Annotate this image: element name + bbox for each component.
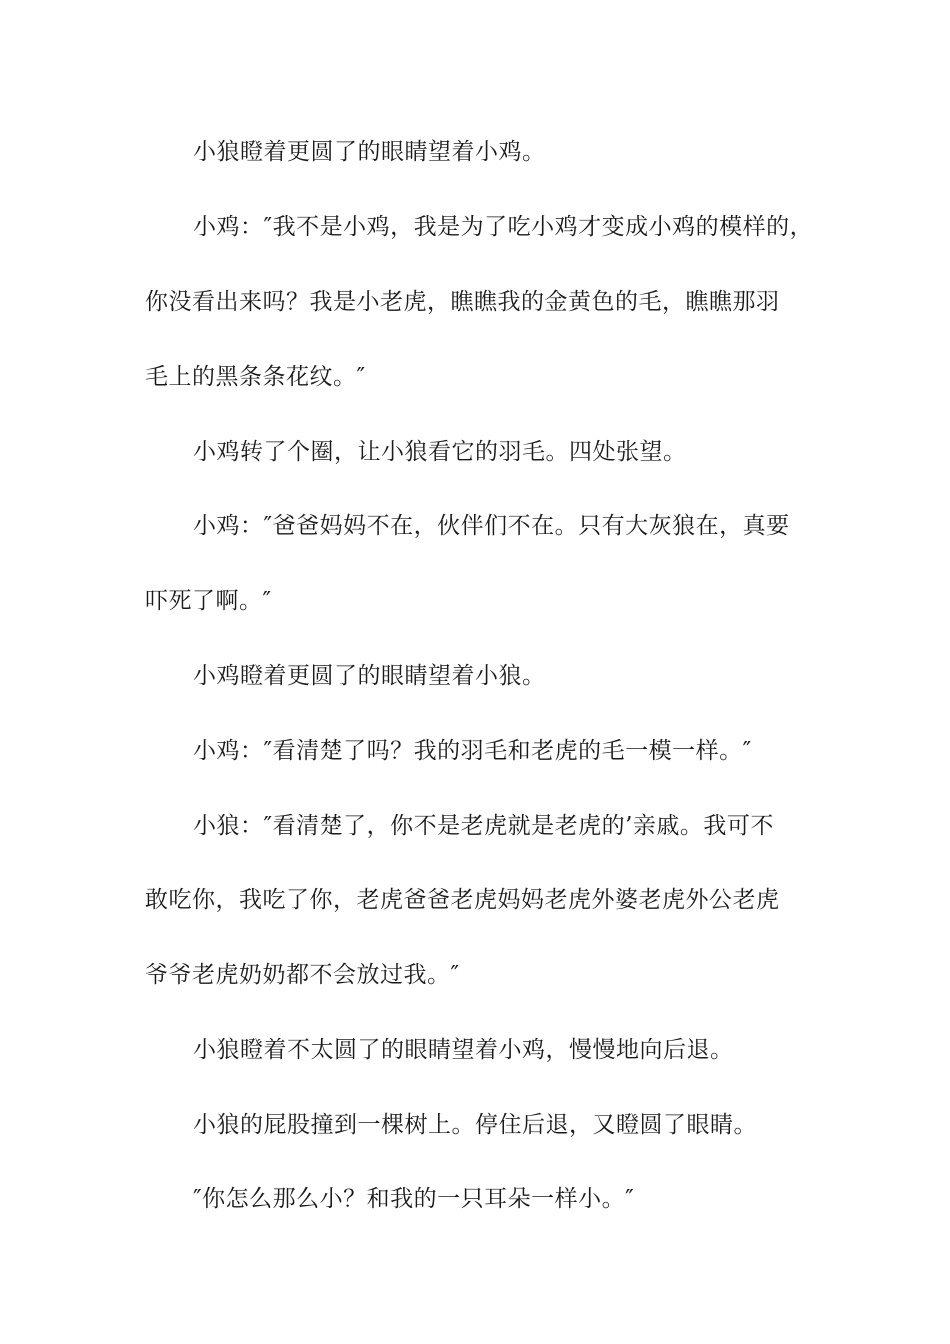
text-line: 小鸡：″爸爸妈妈不在，伙伴们不在。只有大灰狼在，真要 bbox=[193, 513, 790, 539]
text-line: 小鸡：″我不是小鸡，我是为了吃小鸡才变成小鸡的模样的， bbox=[193, 214, 814, 240]
text-line: 小鸡：″看清楚了吗？我的羽毛和老虎的毛一模一样。″ bbox=[193, 738, 752, 764]
text-line: ″你怎么那么小？和我的一只耳朵一样小。″ bbox=[193, 1186, 635, 1212]
text-line: 爷爷老虎奶奶都不会放过我。″ bbox=[145, 962, 460, 988]
text-line: 敢吃你，我吃了你，老虎爸爸老虎妈妈老虎外婆老虎外公老虎 bbox=[145, 887, 780, 913]
text-line: 毛上的黑条条花纹。″ bbox=[145, 364, 366, 390]
text-line: 吓死了啊。″ bbox=[145, 588, 272, 614]
text-line: 小鸡转了个圈，让小狼看它的羽毛。四处张望。 bbox=[193, 439, 687, 465]
text-line: 小狼瞪着更圆了的眼睛望着小鸡。 bbox=[193, 139, 546, 165]
text-line: 小狼的屁股撞到一棵树上。停住后退，又瞪圆了眼睛。 bbox=[193, 1112, 757, 1138]
text-line: 小鸡瞪着更圆了的眼睛望着小狼。 bbox=[193, 663, 546, 689]
text-line: 你没看出来吗？我是小老虎，瞧瞧我的金黄色的毛，瞧瞧那羽 bbox=[145, 289, 780, 315]
text-line: 小狼：″看清楚了，你不是老虎就是老虎的’亲戚。我可不 bbox=[193, 813, 774, 839]
text-line: 小狼瞪着不太圆了的眼睛望着小鸡，慢慢地向后退。 bbox=[193, 1037, 734, 1063]
